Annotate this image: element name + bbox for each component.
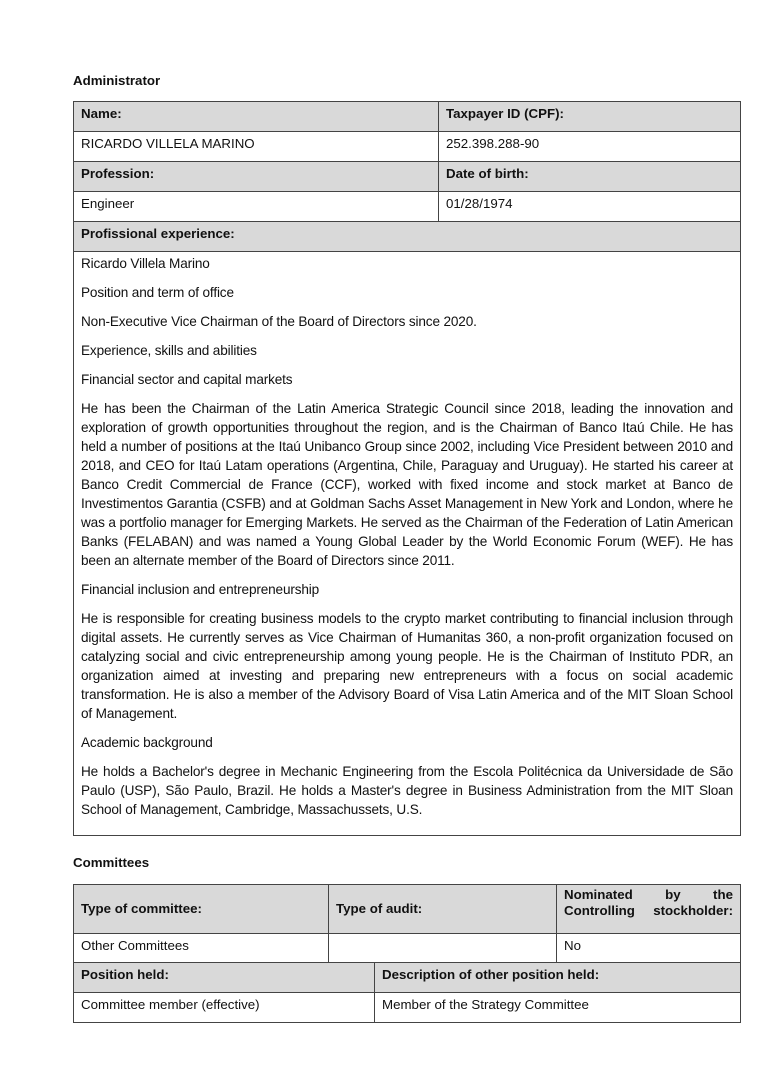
inclusion-heading: Financial inclusion and entrepreneurship — [81, 582, 320, 597]
position-text: Non-Executive Vice Chairman of the Board of Directors since 2020. — [81, 314, 477, 329]
position-heading: Position and term of office — [81, 285, 234, 300]
table-row — [74, 252, 741, 836]
table-row — [74, 192, 741, 222]
experience-person-name: Ricardo Villela Marino — [81, 256, 210, 271]
name-label: Name: — [74, 102, 439, 132]
table-row — [74, 993, 741, 1023]
committee-type-value: Other Committees — [74, 934, 329, 963]
table-row — [74, 885, 741, 934]
table-row — [74, 162, 741, 192]
profession-value: Engineer — [74, 192, 439, 222]
position-held-value: Committee member (effective) — [74, 993, 375, 1023]
committees-heading: Committees — [73, 855, 150, 870]
audit-type-label: Type of audit: — [329, 885, 557, 934]
position-description-label: Description of other position held: — [375, 963, 741, 993]
table-row — [74, 963, 741, 993]
academic-heading: Academic background — [81, 735, 213, 750]
nominated-label: Nominated by the Controlling stockholder: — [557, 885, 741, 934]
experience-body — [74, 252, 741, 836]
financial-heading: Financial sector and capital markets — [81, 372, 293, 387]
taxpayer-id-value: 252.398.288-90 — [439, 132, 741, 162]
table-row — [74, 132, 741, 162]
administrator-table — [73, 101, 741, 836]
skills-heading: Experience, skills and abilities — [81, 343, 257, 358]
committee-type-label: Type of committee: — [74, 885, 329, 934]
profession-label: Profession: — [74, 162, 439, 192]
administrator-heading: Administrator — [73, 73, 161, 88]
taxpayer-id-label: Taxpayer ID (CPF): — [439, 102, 741, 132]
inclusion-text: He is responsible for creating business models to the crypto market contributing to financial inclusion through digital assets. He currently serves as Vice Chairman of Humanitas 360, a non-profit organization focused on catalyzing social and civic entrepreneurship among young people. He is the Chairman of Instituto PDR, an organization aimed at investing and preparing new entrepreneurs with a focus on social academic transformation. He is also a member of the Advisory Board of Visa Latin America and of the MIT Sloan School of Management. — [81, 611, 733, 721]
table-row — [74, 222, 741, 252]
position-table — [73, 962, 741, 1023]
audit-type-value — [329, 934, 557, 963]
position-description-value: Member of the Strategy Committee — [375, 993, 741, 1023]
nominated-value: No — [557, 934, 741, 963]
financial-text: He has been the Chairman of the Latin America Strategic Council since 2018, leading the innovation and exploration of growth opportunities throughout the region, and is the Chairman of Banco Itaú Chile. He has held a number of positions at the Itaú Unibanco Group since 2002, including Vice President between 2010 and 2018, and CEO for Itaú Latam operations (Argentina, Chile, Paraguay and Uruguay). He started his career at Banco Credit Commercial de France (CCF), worked with fixed income and stock market at Banco de Investimentos Garantia (CSFB) and at Goldman Sachs Asset Management in New York and London, where he was a portfolio manager for Emerging Markets. He served as the Chairman of the Federation of Latin American Banks (FELABAN) and was named a Young Global Leader by the World Economic Forum (WEF). He has been an alternate member of the Board of Directors since 2011. — [81, 401, 733, 568]
academic-text: He holds a Bachelor's degree in Mechanic Engineering from the Escola Politécnica da Universidade de São Paulo (USP), São Paulo, Brazil. He holds a Master's degree in Business Administration from the MIT Sloan School of Management, Cambridge, Massachussets, U.S. — [81, 764, 733, 817]
committees-table — [73, 884, 741, 963]
date-of-birth-value: 01/28/1974 — [439, 192, 741, 222]
experience-label: Profissional experience: — [74, 222, 741, 252]
table-row — [74, 934, 741, 963]
position-held-label: Position held: — [74, 963, 375, 993]
table-row — [74, 102, 741, 132]
date-of-birth-label: Date of birth: — [439, 162, 741, 192]
name-value: RICARDO VILLELA MARINO — [74, 132, 439, 162]
